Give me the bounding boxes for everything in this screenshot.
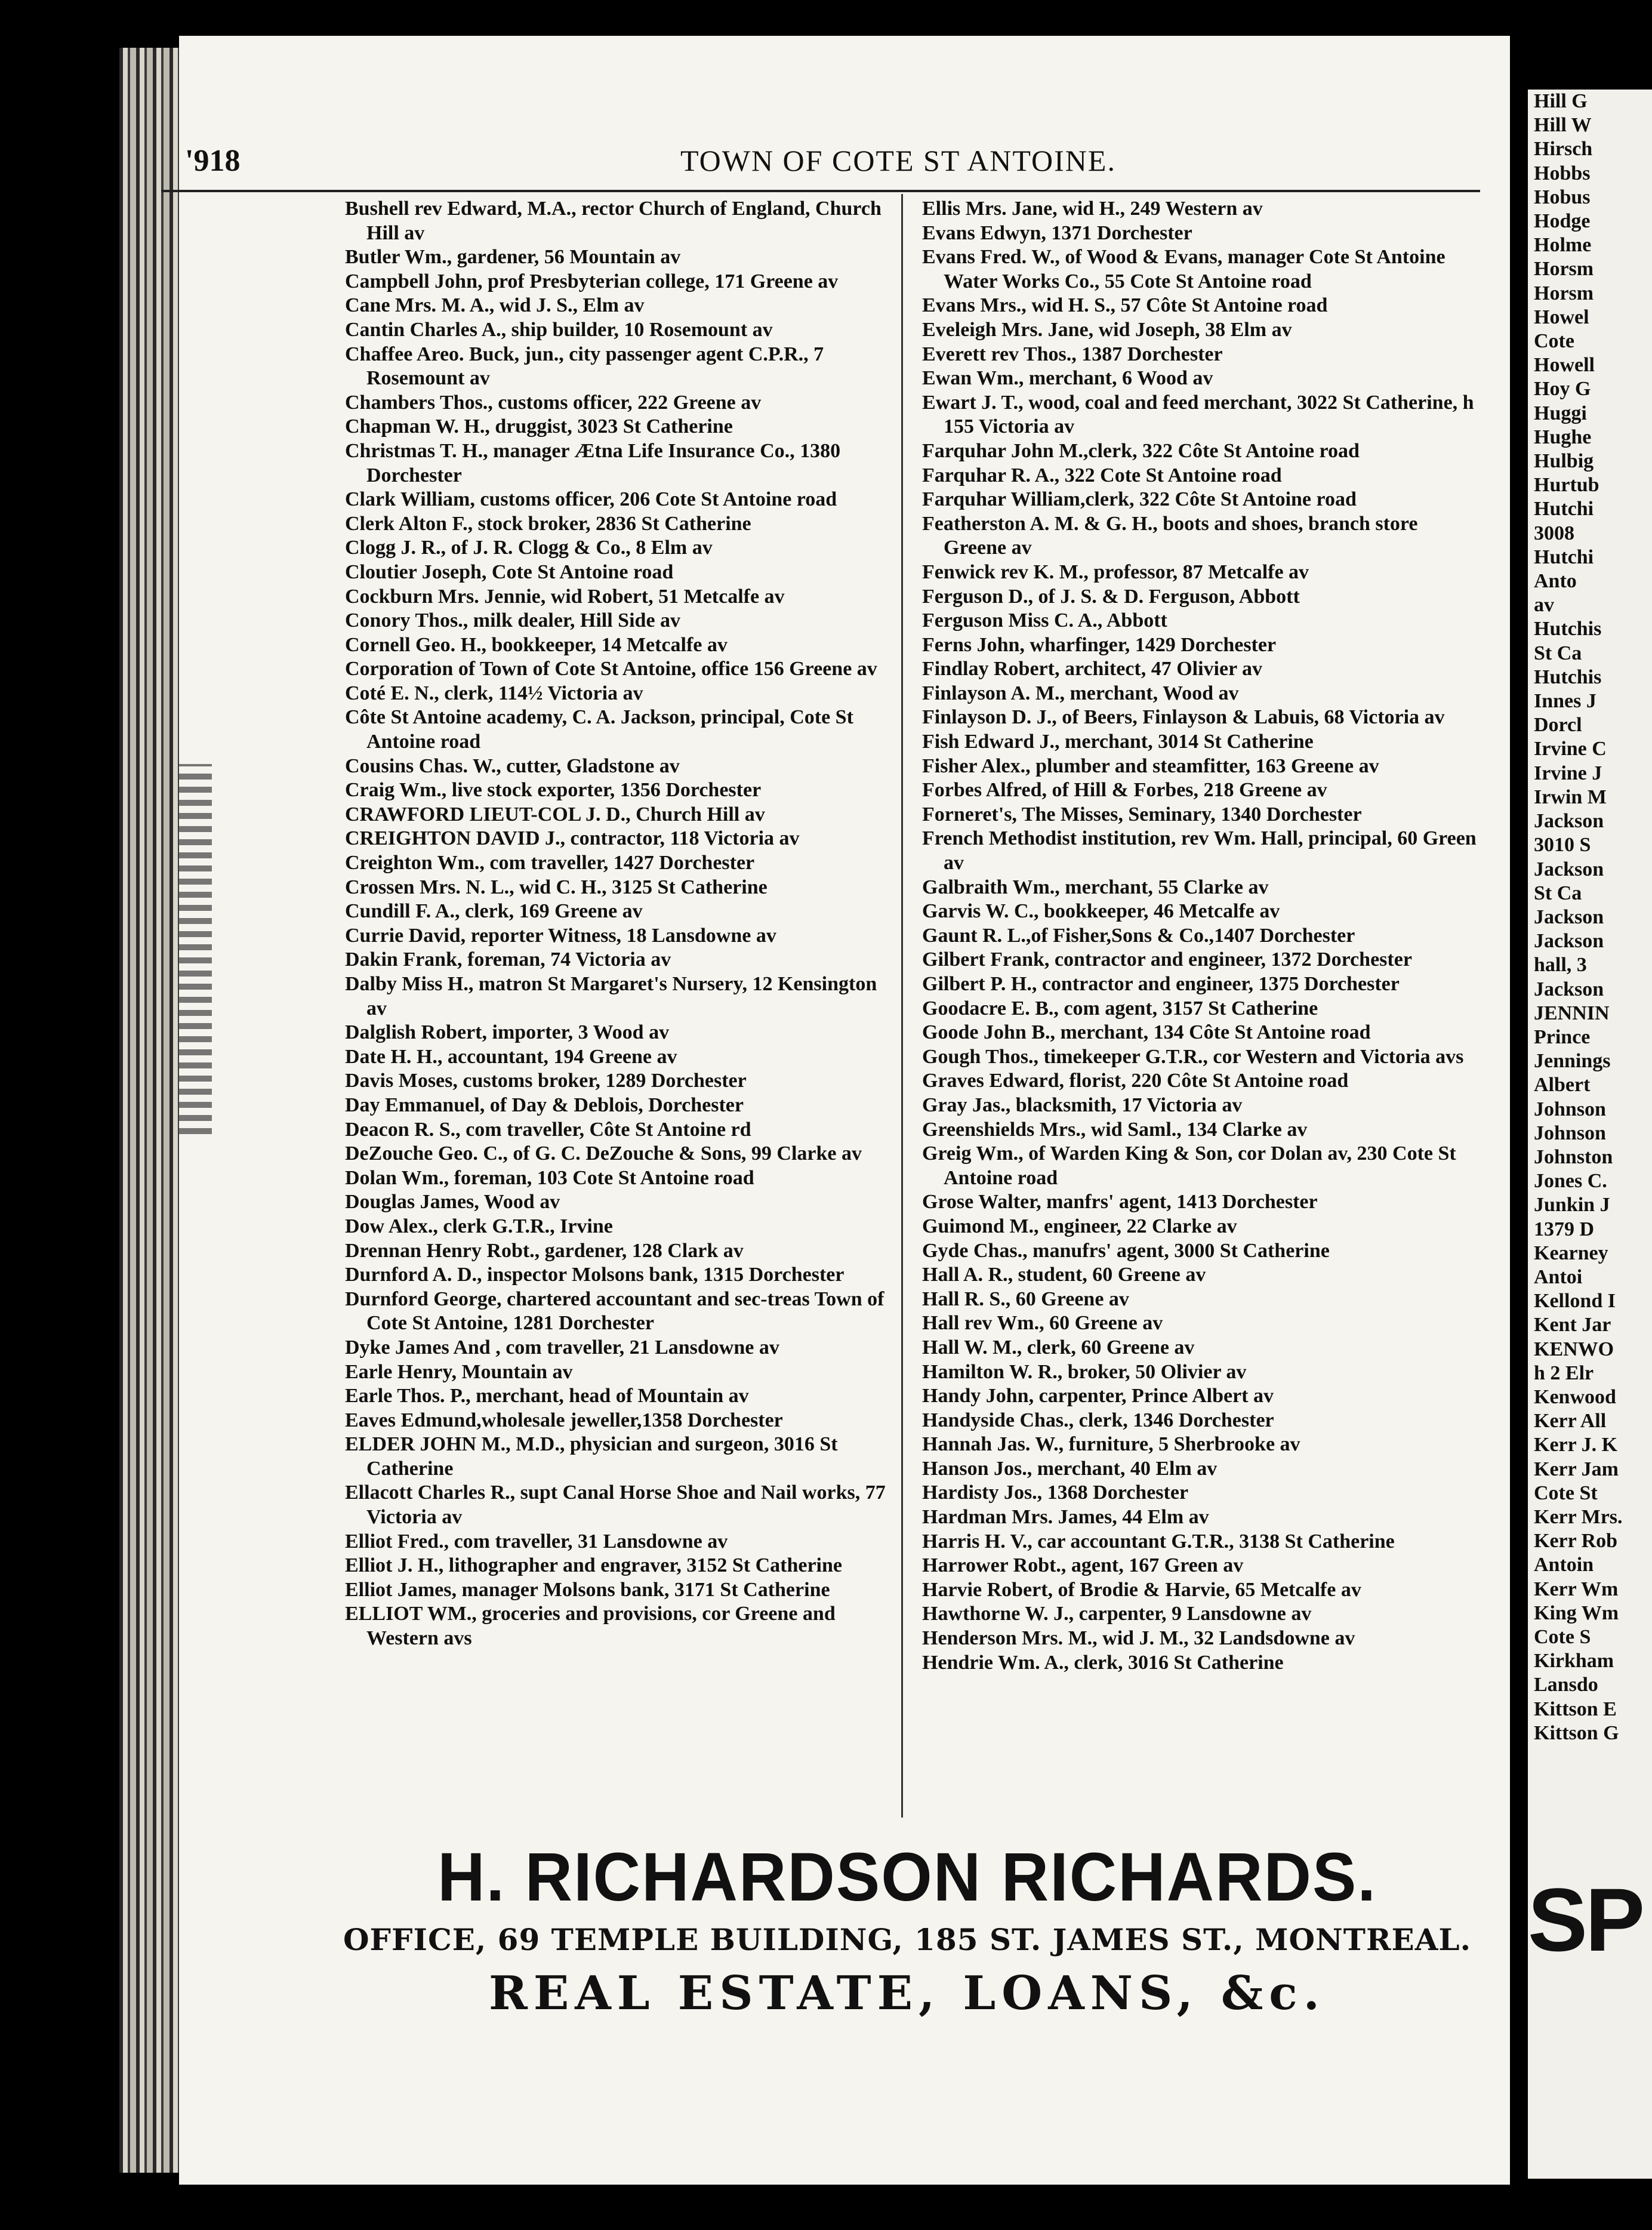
directory-entry: Fenwick rev K. M., professor, 87 Metcalfe av xyxy=(922,560,1309,583)
directory-entry: Hall R. S., 60 Greene av xyxy=(922,1288,1129,1310)
directory-entry: Garvis W. C., bookkeeper, 46 Metcalfe av xyxy=(922,900,1280,923)
directory-entry: ELDER JOHN M., M.D., physician and surgeon, 3016 St Catherine xyxy=(345,1433,838,1480)
directory-entry: Greenshields Mrs., wid Saml., 134 Clarke av xyxy=(922,1118,1308,1141)
directory-entry: Durnford George, chartered accountant and sec-treas Town of Cote St Antoine, 1281 Dorchester xyxy=(345,1288,884,1335)
directory-entry: Evans Mrs., wid H. S., 57 Côte St Antoine road xyxy=(922,294,1328,317)
adjacent-ad-fragment: SP xyxy=(1528,1869,1643,1970)
directory-entry: Farquhar John M.,clerk, 322 Côte St Antoine road xyxy=(922,439,1360,462)
directory-entry: Harris H. V., car accountant G.T.R., 3138 St Catherine xyxy=(922,1530,1395,1553)
directory-entry: Ferns John, wharfinger, 1429 Dorchester xyxy=(922,633,1277,656)
directory-entry: Elliot Fred., com traveller, 31 Lansdowne av xyxy=(345,1530,728,1553)
adjacent-page-fragment: Innes J xyxy=(1534,690,1596,713)
advertisement xyxy=(322,1838,1492,2023)
directory-entry: Eaves Edmund,wholesale jeweller,1358 Dorchester xyxy=(345,1409,783,1431)
directory-entry: Farquhar William,clerk, 322 Côte St Antoine road xyxy=(922,488,1357,511)
directory-entry: Gray Jas., blacksmith, 17 Victoria av xyxy=(922,1094,1243,1116)
directory-entry: Earle Henry, Mountain av xyxy=(345,1360,573,1383)
adjacent-page-fragment: KENWO xyxy=(1534,1338,1614,1360)
adjacent-page-fragment: 1379 D xyxy=(1534,1218,1595,1240)
directory-entry: Clogg J. R., of J. R. Clogg & Co., 8 Elm av xyxy=(345,537,713,559)
directory-entry: Guimond M., engineer, 22 Clarke av xyxy=(922,1215,1237,1237)
directory-entry: Currie David, reporter Witness, 18 Lansdowne av xyxy=(345,924,776,947)
adjacent-page-fragment: Kent Jar xyxy=(1534,1314,1611,1336)
adjacent-page-fragment: Jackson xyxy=(1534,930,1604,953)
adjacent-page-fragment: Hutchis xyxy=(1534,618,1602,640)
adjacent-page-fragment: Hobbs xyxy=(1534,162,1591,184)
directory-entry: Handy John, carpenter, Prince Albert av xyxy=(922,1385,1274,1407)
directory-entry: CRAWFORD LIEUT-COL J. D., Church Hill av xyxy=(345,803,765,826)
directory-entry: Coté E. N., clerk, 114½ Victoria av xyxy=(345,682,643,704)
directory-entry: Douglas James, Wood av xyxy=(345,1191,560,1213)
adjacent-page-fragment: Hirsch xyxy=(1534,138,1593,161)
directory-entry: Henderson Mrs. M., wid J. M., 32 Landsdowne av xyxy=(922,1627,1355,1650)
ad-business-name: H. RICHARDSON RICHARDS. xyxy=(437,1838,1377,1916)
adjacent-page-fragment: Jones C. xyxy=(1534,1170,1607,1193)
adjacent-page-fragment: Anto xyxy=(1534,570,1577,593)
directory-entry: Gilbert P. H., contractor and engineer, 1375 Dorchester xyxy=(922,973,1400,995)
directory-entry: Graves Edward, florist, 220 Côte St Antoine road xyxy=(922,1070,1349,1092)
directory-entry: Dakin Frank, foreman, 74 Victoria av xyxy=(345,948,671,971)
adjacent-page-fragment: Kerr Mrs. xyxy=(1534,1505,1623,1528)
ad-office-address: OFFICE, 69 TEMPLE BUILDING, 185 ST. JAMES ST., MONTREAL. xyxy=(343,1922,1471,1957)
page-header xyxy=(185,90,1510,178)
adjacent-page-fragment: Howell xyxy=(1534,354,1595,377)
directory-entry: Davis Moses, customs broker, 1289 Dorchester xyxy=(345,1070,747,1092)
directory-entry: Ferguson D., of J. S. & D. Ferguson, Abbott xyxy=(922,585,1300,608)
directory-entry: Hendrie Wm. A., clerk, 3016 St Catherine xyxy=(922,1651,1284,1674)
directory-entry: Chambers Thos., customs officer, 222 Greene av xyxy=(345,391,762,414)
directory-entry: Creighton Wm., com traveller, 1427 Dorchester xyxy=(345,852,755,874)
adjacent-page-fragment: Kerr Jam xyxy=(1534,1458,1619,1480)
directory-entry: Hannah Jas. W., furniture, 5 Sherbrooke av xyxy=(922,1433,1300,1456)
directory-entry: Forneret's, The Misses, Seminary, 1340 Dorchester xyxy=(922,803,1362,826)
directory-entry: Earle Thos. P., merchant, head of Mountain av xyxy=(345,1385,749,1407)
directory-entry: Cane Mrs. M. A., wid J. S., Elm av xyxy=(345,294,645,317)
directory-entry: Conory Thos., milk dealer, Hill Side av xyxy=(345,609,681,632)
adjacent-page-fragment: Lansdo xyxy=(1534,1674,1598,1696)
adjacent-page-fragment: Dorcl xyxy=(1534,714,1582,737)
adjacent-page-fragment: Horsm xyxy=(1534,258,1594,281)
directory-entry: Dalglish Robert, importer, 3 Wood av xyxy=(345,1021,670,1044)
adjacent-page-fragment: King Wm xyxy=(1534,1601,1619,1624)
directory-entry: Fish Edward J., merchant, 3014 St Catherine xyxy=(922,731,1314,753)
directory-entry: Findlay Robert, architect, 47 Olivier av xyxy=(922,658,1263,680)
directory-entry: Goodacre E. B., com agent, 3157 St Catherine xyxy=(922,997,1318,1019)
directory-entry: Harvie Robert, of Brodie & Harvie, 65 Metcalfe av xyxy=(922,1578,1361,1601)
directory-entry: Hamilton W. R., broker, 50 Olivier av xyxy=(922,1360,1247,1383)
directory-entry: Cloutier Joseph, Cote St Antoine road xyxy=(345,560,674,583)
adjacent-page-fragment: h 2 Elr xyxy=(1534,1362,1594,1384)
adjacent-page-fragment: Jackson xyxy=(1534,858,1604,880)
directory-entry: Finlayson A. M., merchant, Wood av xyxy=(922,682,1239,704)
adjacent-page-strip xyxy=(1528,90,1652,2179)
adjacent-page-fragment: Holme xyxy=(1534,234,1592,257)
adjacent-page-fragment: Kearney xyxy=(1534,1242,1608,1264)
adjacent-page-fragment: Prince xyxy=(1534,1025,1591,1048)
adjacent-page-fragment: Kerr All xyxy=(1534,1410,1607,1433)
directory-entry: Hardisty Jos., 1368 Dorchester xyxy=(922,1481,1189,1504)
directory-entry: Cousins Chas. W., cutter, Gladstone av xyxy=(345,754,680,777)
adjacent-page-fragment: Johnson xyxy=(1534,1122,1606,1144)
adjacent-page-fragment: av xyxy=(1534,594,1554,617)
directory-entry: Butler Wm., gardener, 56 Mountain av xyxy=(345,246,681,269)
directory-entry: Campbell John, prof Presbyterian college, 171 Greene av xyxy=(345,270,839,292)
directory-entry: Cundill F. A., clerk, 169 Greene av xyxy=(345,900,643,923)
directory-entry: Dow Alex., clerk G.T.R., Irvine xyxy=(345,1215,613,1237)
directory-entry: Hawthorne W. J., carpenter, 9 Lansdowne av xyxy=(922,1603,1312,1625)
adjacent-page-fragment: Hutchi xyxy=(1534,498,1594,520)
binding-stamp-mark xyxy=(179,764,212,1134)
directory-entry: Christmas T. H., manager Ætna Life Insurance Co., 1380 Dorchester xyxy=(345,439,841,486)
directory-entry: Hall rev Wm., 60 Greene av xyxy=(922,1312,1163,1335)
directory-entry: Forbes Alfred, of Hill & Forbes, 218 Greene av xyxy=(922,779,1327,802)
directory-entry: Craig Wm., live stock exporter, 1356 Dorchester xyxy=(345,779,762,802)
directory-entry: Ewart J. T., wood, coal and feed merchant, 3022 St Catherine, h 155 Victoria av xyxy=(922,391,1474,438)
directory-entry: Corporation of Town of Cote St Antoine, office 156 Greene av xyxy=(345,658,877,680)
page-number: '918 xyxy=(185,144,241,178)
adjacent-page-fragment: Horsm xyxy=(1534,282,1594,304)
adjacent-page-fragment: Kerr J. K xyxy=(1534,1434,1618,1456)
adjacent-page-fragment: Cote xyxy=(1534,330,1574,353)
adjacent-page-fragment: Albert xyxy=(1534,1074,1591,1096)
directory-entry: Everett rev Thos., 1387 Dorchester xyxy=(922,343,1223,365)
directory-entry: Clark William, customs officer, 206 Cote St Antoine road xyxy=(345,488,837,511)
adjacent-page-fragment: Johnston xyxy=(1534,1145,1613,1168)
left-column xyxy=(345,197,894,1651)
header-rule xyxy=(161,190,1480,192)
directory-entry: Hardman Mrs. James, 44 Elm av xyxy=(922,1506,1209,1529)
adjacent-page-fragment: 3010 S xyxy=(1534,834,1591,857)
ad-tagline: REAL ESTATE, LOANS, &c. xyxy=(489,1966,1326,2020)
directory-entry: Day Emmanuel, of Day & Deblois, Dorchester xyxy=(345,1094,744,1116)
directory-entry: French Methodist institution, rev Wm. Hall, principal, 60 Green av xyxy=(922,827,1477,874)
directory-entry: Gough Thos., timekeeper G.T.R., cor Western and Victoria avs xyxy=(922,1045,1464,1068)
adjacent-page-fragment: Howel xyxy=(1534,306,1589,328)
directory-entry: Galbraith Wm., merchant, 55 Clarke av xyxy=(922,876,1269,898)
directory-entry: Chaffee Areo. Buck, jun., city passenger agent C.P.R., 7 Rosemount av xyxy=(345,343,824,390)
directory-entry: Evans Edwyn, 1371 Dorchester xyxy=(922,221,1192,244)
adjacent-page-fragment: Kittson E xyxy=(1534,1698,1617,1720)
column-divider xyxy=(901,194,903,1818)
directory-entry: Côte St Antoine academy, C. A. Jackson, principal, Cote St Antoine road xyxy=(345,706,853,753)
adjacent-page-fragment: Irvine C xyxy=(1534,738,1607,760)
directory-entry: Gaunt R. L.,of Fisher,Sons & Co.,1407 Dorchester xyxy=(922,924,1355,947)
directory-entry: Dolan Wm., foreman, 103 Cote St Antoine road xyxy=(345,1166,754,1189)
directory-entry: Date H. H., accountant, 194 Greene av xyxy=(345,1045,677,1068)
adjacent-page-fragment: Hutchi xyxy=(1534,546,1594,568)
adjacent-page-fragment: Kirkham xyxy=(1534,1650,1614,1672)
directory-entry: Grose Walter, manfrs' agent, 1413 Dorchester xyxy=(922,1191,1318,1213)
directory-entry: ELLIOT WM., groceries and provisions, cor Greene and Western avs xyxy=(345,1603,836,1650)
adjacent-page-fragment: Jackson xyxy=(1534,905,1604,928)
directory-entry: Hall W. M., clerk, 60 Greene av xyxy=(922,1336,1195,1359)
directory-entry: Goode John B., merchant, 134 Côte St Antoine road xyxy=(922,1021,1371,1044)
directory-entry: Featherston A. M. & G. H., boots and shoes, branch store Greene av xyxy=(922,512,1418,559)
adjacent-page-fragment: Huggi xyxy=(1534,402,1587,424)
adjacent-page-fragment: Hill W xyxy=(1534,114,1592,137)
adjacent-page-fragment: Antoi xyxy=(1534,1265,1583,1288)
directory-entry: Fisher Alex., plumber and steamfitter, 163 Greene av xyxy=(922,754,1379,777)
adjacent-page-fragment: Hill G xyxy=(1534,90,1588,112)
adjacent-page-fragment: JENNIN xyxy=(1534,1002,1610,1024)
directory-entry: Gyde Chas., manufrs' agent, 3000 St Catherine xyxy=(922,1239,1330,1262)
adjacent-page-fragment: Kenwood xyxy=(1534,1385,1616,1408)
adjacent-page-fragment: Jennings xyxy=(1534,1050,1611,1073)
directory-entry: Hall A. R., student, 60 Greene av xyxy=(922,1264,1206,1286)
adjacent-page-fragment: 3008 xyxy=(1534,522,1574,544)
directory-entry: Ewan Wm., merchant, 6 Wood av xyxy=(922,367,1213,390)
adjacent-page-fragment: Kerr Rob xyxy=(1534,1530,1618,1553)
directory-entry: Clerk Alton F., stock broker, 2836 St Catherine xyxy=(345,512,751,535)
directory-entry: Harrower Robt., agent, 167 Green av xyxy=(922,1554,1244,1577)
directory-entry: CREIGHTON DAVID J., contractor, 118 Victoria av xyxy=(345,827,800,850)
directory-entry: Bushell rev Edward, M.A., rector Church of England, Church Hill av xyxy=(345,198,882,244)
adjacent-page-fragment: Hulbig xyxy=(1534,450,1594,473)
adjacent-page-fragment: Hoy G xyxy=(1534,378,1591,401)
directory-entry: Elliot J. H., lithographer and engraver, 3152 St Catherine xyxy=(345,1554,842,1577)
directory-entry: Eveleigh Mrs. Jane, wid Joseph, 38 Elm av xyxy=(922,318,1292,341)
right-column xyxy=(922,197,1483,1675)
directory-entry: Elliot James, manager Molsons bank, 3171 St Catherine xyxy=(345,1578,830,1601)
adjacent-page-fragment: Cote S xyxy=(1534,1626,1591,1648)
adjacent-page-fragment: St Ca xyxy=(1534,642,1582,664)
adjacent-page-fragment: hall, 3 xyxy=(1534,954,1587,977)
adjacent-page-fragment: Johnson xyxy=(1534,1098,1606,1120)
adjacent-page-fragment: St Ca xyxy=(1534,882,1582,904)
adjacent-page-fragment: Hughe xyxy=(1534,426,1592,448)
directory-entry: Ellacott Charles R., supt Canal Horse Shoe and Nail works, 77 Victoria av xyxy=(345,1481,886,1529)
adjacent-page-fragment: Cote St xyxy=(1534,1481,1598,1504)
adjacent-page-fragment: Hobus xyxy=(1534,186,1591,208)
adjacent-page-fragment: Hodge xyxy=(1534,210,1591,233)
directory-entry: Drennan Henry Robt., gardener, 128 Clark av xyxy=(345,1239,744,1262)
directory-entry: Dalby Miss H., matron St Margaret's Nursery, 12 Kensington av xyxy=(345,973,877,1019)
adjacent-page-fragment: Jackson xyxy=(1534,810,1604,833)
directory-entry: Cockburn Mrs. Jennie, wid Robert, 51 Metcalfe av xyxy=(345,585,785,608)
adjacent-page-fragment: Hurtub xyxy=(1534,474,1599,497)
adjacent-page-fragment: Kerr Wm xyxy=(1534,1578,1619,1600)
directory-entry: Farquhar R. A., 322 Cote St Antoine road xyxy=(922,464,1282,486)
adjacent-page-fragment: Junkin J xyxy=(1534,1194,1610,1216)
adjacent-page-fragment: Kittson G xyxy=(1534,1721,1619,1744)
directory-entry: Finlayson D. J., of Beers, Finlayson & Labuis, 68 Victoria av xyxy=(922,706,1445,729)
adjacent-page-fragment: Kellond I xyxy=(1534,1290,1616,1313)
directory-entry: Ferguson Miss C. A., Abbott xyxy=(922,609,1167,632)
directory-entry: Cantin Charles A., ship builder, 10 Rosemount av xyxy=(345,318,773,341)
directory-entry: Dyke James And , com traveller, 21 Lansdowne av xyxy=(345,1336,779,1359)
running-title: TOWN OF COTE ST ANTOINE. xyxy=(680,144,1116,177)
directory-entry: Gilbert Frank, contractor and engineer, 1372 Dorchester xyxy=(922,948,1412,971)
directory-entry: Deacon R. S., com traveller, Côte St Antoine rd xyxy=(345,1118,751,1141)
adjacent-page-fragment: Hutchis xyxy=(1534,666,1602,688)
directory-entry: Ellis Mrs. Jane, wid H., 249 Western av xyxy=(922,198,1263,220)
adjacent-page-fragment: Jackson xyxy=(1534,978,1604,1000)
directory-entry: Hanson Jos., merchant, 40 Elm av xyxy=(922,1457,1218,1480)
directory-entry: Crossen Mrs. N. L., wid C. H., 3125 St Catherine xyxy=(345,876,768,898)
directory-entry: Durnford A. D., inspector Molsons bank, 1315 Dorchester xyxy=(345,1264,845,1286)
directory-entry: DeZouche Geo. C., of G. C. DeZouche & Sons, 99 Clarke av xyxy=(345,1142,862,1165)
adjacent-page-fragment: Antoin xyxy=(1534,1554,1594,1576)
directory-entry: Cornell Geo. H., bookkeeper, 14 Metcalfe av xyxy=(345,633,728,656)
directory-entry: Evans Fred. W., of Wood & Evans, manager Cote St Antoine Water Works Co., 55 Cote St Antoine road xyxy=(922,246,1446,292)
adjacent-page-fragment: Irvine J xyxy=(1534,762,1602,784)
directory-entry: Handyside Chas., clerk, 1346 Dorchester xyxy=(922,1409,1274,1431)
directory-entry: Greig Wm., of Warden King & Son, cor Dolan av, 230 Cote St Antoine road xyxy=(922,1142,1456,1189)
directory-entry: Chapman W. H., druggist, 3023 St Catherine xyxy=(345,415,733,438)
adjacent-page-fragment: Irwin M xyxy=(1534,786,1607,808)
